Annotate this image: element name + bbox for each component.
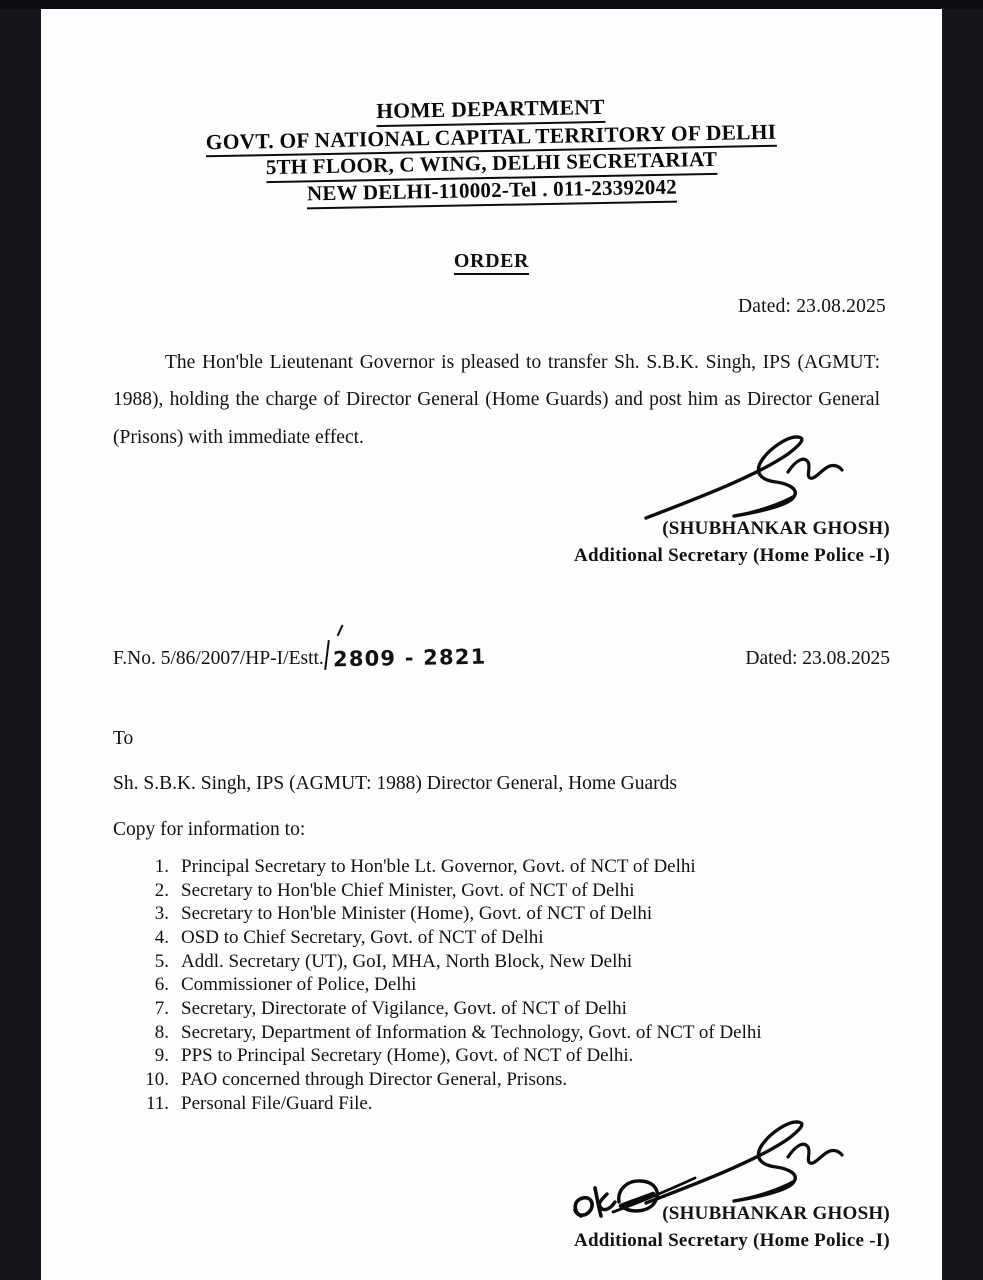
file-reference-date: Dated: 23.08.2025 [745, 648, 890, 670]
handwritten-tick [336, 625, 343, 637]
document-page [41, 9, 942, 1280]
to-label: To [113, 728, 134, 750]
letterhead-line-3-text: 5TH FLOOR, C WING, DELHI SECRETARIAT [266, 148, 718, 183]
signature-mark-top [41, 438, 890, 516]
order-date: Dated: 23.08.2025 [737, 295, 886, 317]
list-item: Principal Secretary to Hon'ble Lt. Governor, Govt. of NCT of Delhi [181, 856, 696, 878]
list-item: PPS to Principal Secretary (Home), Govt. of NCT of Delhi. [181, 1045, 634, 1067]
list-item: Secretary to Hon'ble Chief Minister, Govt. of NCT of Delhi [181, 879, 635, 901]
list-item: Secretary to Hon'ble Minister (Home), Govt. of NCT of Delhi [181, 903, 653, 925]
scan-top-edge-strip [0, 0, 983, 9]
order-body-text: The Hon'ble Lieutenant Governor is pleased to transfer Sh. S.B.K. Singh, IPS (AGMUT: 1988), holding the charge of Director General (Home Guards) and post him as Director General (Prisons) with immediate effect. [113, 351, 880, 448]
copy-information-label: Copy for information to: [113, 819, 306, 841]
file-number-printed: F.No. 5/86/2007/HP-I/Estt. [113, 648, 324, 670]
signature-mark-bottom [41, 1123, 890, 1201]
list-item: Addl. Secretary (UT), GoI, MHA, North Block, New Delhi [181, 950, 633, 972]
signatory-name-top: (SHUBHANKAR GHOSH) [662, 518, 890, 540]
list-item: OSD to Chief Secretary, Govt. of NCT of Delhi [181, 927, 544, 949]
file-reference-left [113, 634, 486, 670]
order-title [41, 250, 942, 273]
file-reference-row [41, 634, 942, 670]
list-item: Secretary, Directorate of Vigilance, Govt. of NCT of Delhi [181, 997, 627, 1019]
order-title-text: ORDER [454, 250, 529, 275]
letterhead-line-4-text: NEW DELHI-110002-Tel . 011-23392042 [307, 176, 677, 210]
paper-surface [41, 9, 942, 1280]
list-item: Secretary, Department of Information & Technology, Govt. of NCT of Delhi [181, 1021, 762, 1043]
file-number-handwritten: 2809 - 2821 [332, 644, 487, 672]
letterhead-line-2-text: GOVT. OF NATIONAL CAPITAL TERRITORY OF DELHI [206, 119, 777, 157]
list-item: PAO concerned through Director General, Prisons. [181, 1068, 568, 1090]
signatory-name-bottom: (SHUBHANKAR GHOSH) [662, 1203, 890, 1225]
list-item: Personal File/Guard File. [181, 1092, 373, 1114]
signature-block-top [41, 438, 942, 570]
signatory-role-top: Additional Secretary (Home Police -I) [574, 545, 890, 567]
letterhead [41, 9, 942, 206]
signatory-role-bottom: Additional Secretary (Home Police -I) [574, 1230, 890, 1252]
addressee-name: Sh. S.B.K. Singh, IPS (AGMUT: 1988) Director General, Home Guards [113, 773, 677, 795]
list-item: Commissioner of Police, Delhi [181, 974, 417, 996]
recipient-list [41, 855, 942, 1115]
signature-block-bottom [41, 1123, 942, 1255]
letterhead-line-1-text: HOME DEPARTMENT [376, 95, 605, 127]
handwritten-initial-mark [561, 1172, 761, 1242]
handwritten-slash [324, 640, 330, 670]
